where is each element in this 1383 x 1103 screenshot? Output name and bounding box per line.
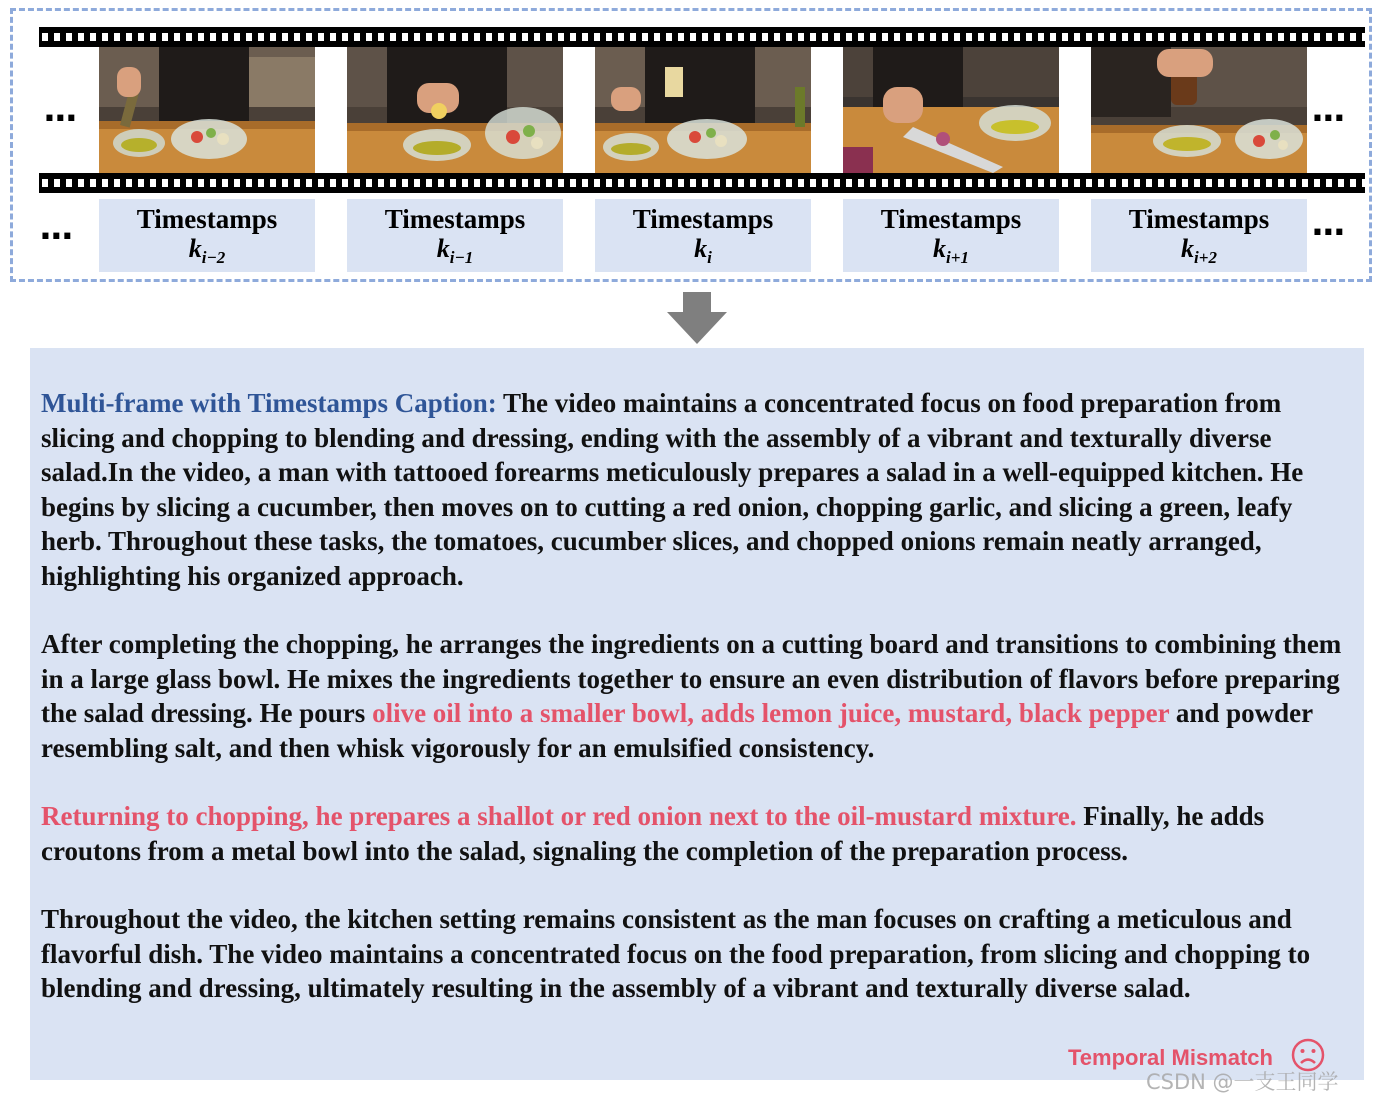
caption-paragraph-1: Multi-frame with Timestamps Caption: The video maintains a concentrated focus on food preparation from slicing and chopping to blending and dressing, ending with the assembly of a vibrant and texturally diverse salad.In the video, a man with tattooed forearms meticulously prepares a salad in a well-equipped kitchen. He begins by slicing a cucumber, then moves on to cutting a red onion, chopping garlic, and slicing a green, leafy herb. Throughout these tasks, the tomatoes, cucumber slices, and chopped onions remain neatly arranged, highlighting his organized approach. xyxy=(41,388,1304,591)
film-strip-bottom xyxy=(39,173,1365,193)
timestamp-symbol: $k_{i-1}$ xyxy=(436,233,474,267)
caption-paragraph-3: Returning to chopping, he prepares a shallot or red onion next to the oil-mustard mixture. Finally, he adds croutons from a metal bowl into the salad, signaling the completion of the preparation process. xyxy=(41,801,1265,866)
timestamp-symbol: $k_{i+1}$ xyxy=(933,233,969,267)
timestamp-label: Timestamps xyxy=(1128,204,1270,234)
timestamp-symbol: $k_{i-2}$ xyxy=(188,233,226,267)
video-frame-i-plus-1 xyxy=(843,47,1059,173)
timestamp-box-i-minus-1 xyxy=(347,199,563,272)
temporal-mismatch-label: Temporal Mismatch xyxy=(1068,1045,1273,1070)
caption-heading: Multi-frame with Timestamps Caption: xyxy=(41,388,497,418)
mismatch-highlight-chopping: Returning to chopping, he prepares a shallot or red onion next to the oil-mustard mixture. xyxy=(41,801,1077,831)
timestamp-label: Timestamps xyxy=(632,204,774,234)
caption-panel xyxy=(30,348,1364,1080)
timestamp-symbol: $k_{i+2}$ xyxy=(1181,233,1217,267)
video-frame-i-plus-2 xyxy=(1091,47,1307,173)
timestamp-symbol: $k_i$ xyxy=(694,233,712,267)
timestamp-label: Timestamps xyxy=(880,204,1022,234)
caption-paragraph-2: After completing the chopping, he arranges the ingredients on a cutting board and transitions to combining them in a large glass bowl. He mixes the ingredients together to ensure an even distribution of flavors before preparing the salad dressing. He pours olive oil into a smaller bowl, adds lemon juice, mustard, black pepper and powder resembling salt, and then whisk vigorously for an emulsified consistency. xyxy=(41,629,1342,763)
film-strip-top xyxy=(39,27,1365,47)
mismatch-highlight-dressing: olive oil into a smaller bowl, adds lemon juice, mustard, black pepper xyxy=(372,698,1170,728)
frames-ellipsis-left: ... xyxy=(43,90,76,130)
video-frame-i-minus-1 xyxy=(347,47,563,173)
caption-text xyxy=(41,386,1357,1040)
caption-paragraph-4: Throughout the video, the kitchen setting remains consistent as the man focuses on crafting a meticulous and flavorful dish. The video maintains a concentrated focus on the food preparation, from slicing and chopping to blending and dressing, ultimately resulting in the assembly of a vibrant and texturally diverse salad. xyxy=(41,904,1311,1003)
watermark: CSDN @一支王同学 xyxy=(1146,1070,1339,1094)
video-frame-i xyxy=(595,47,811,173)
timestamp-box-i-plus-2 xyxy=(1091,199,1307,272)
timestamps-ellipsis-right: ... xyxy=(1311,204,1344,244)
down-arrow-icon xyxy=(665,292,729,346)
timestamps-ellipsis-left: ... xyxy=(39,208,72,248)
timestamp-box-i-minus-2 xyxy=(99,199,315,272)
video-frame-i-minus-2 xyxy=(99,47,315,173)
timestamp-box-i-plus-1 xyxy=(843,199,1059,272)
video-frames-panel xyxy=(10,8,1372,282)
timestamp-box-i xyxy=(595,199,811,272)
timestamp-label: Timestamps xyxy=(136,204,278,234)
timestamp-label: Timestamps xyxy=(384,204,526,234)
frames-ellipsis-right: ... xyxy=(1311,90,1344,130)
